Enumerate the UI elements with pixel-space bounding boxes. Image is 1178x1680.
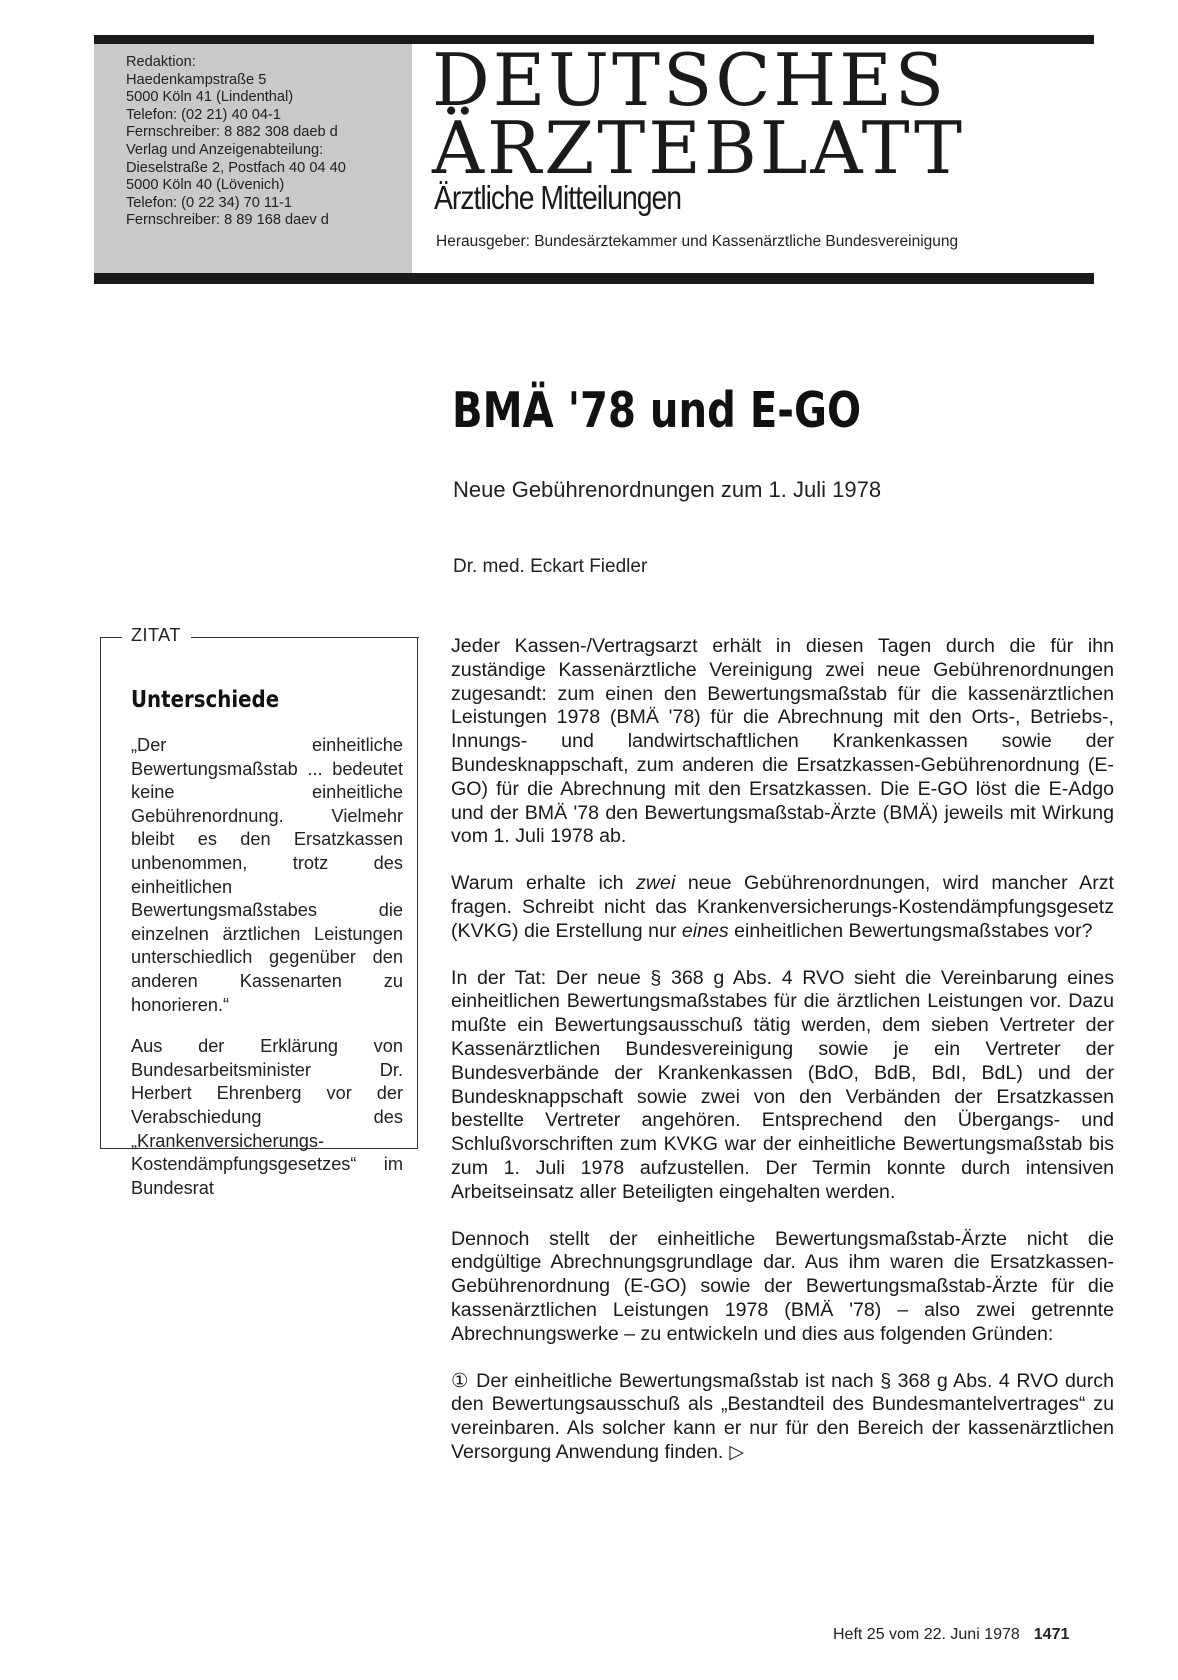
editorial-address-box: [94, 44, 412, 273]
continue-arrow-icon: ▷: [729, 1441, 744, 1463]
emphasis: eines: [681, 919, 729, 942]
quote-sidebar: [100, 625, 418, 1198]
body-text-span: einheitlichen Bewertungsmaßstabes vor?: [728, 919, 1093, 942]
editorial-line: Haedenkampstraße 5: [126, 71, 267, 88]
body-paragraph: In der Tat: Der neue § 368 g Abs. 4 RVO sieht die Vereinbarung eines einheitlichen Bewertungsmaßstabes für die ärztlichen Leistungen vor. Dazu mußte ein Bewertungsausschuß tätig werden, dem sieben Vertreter der Kassenärztlichen Bundesvereinigung sowie je ein Vertreter der Bundesverbände der Krankenkassen (BdO, BdB, BdI, BdL) und der Bundesknappschaft sowie zwei von den Verbänden der Ersatzkassen bestellte Vertreter angehören. Entsprechend den Übergangs- und Schlußvorschriften zum KVKG war der einheitliche Bewertungsmaßstab bis zum 1. Juli 1978 aufzustellen. Der Termin konnte durch intensiven Arbeitseinsatz aller Beteiligten eingehalten werden.: [451, 966, 1114, 1203]
sidebar-source: Aus der Erklärung von Bundesarbeitsminister Dr. Herbert Ehrenberg vor der Verabschiedung des „Krankenversicherungs-Kostendämpfungsgesetzes“ im Bundesrat: [131, 1036, 403, 1198]
editorial-line: Verlag und Anzeigenabteilung:: [126, 141, 324, 158]
body-text-span: neue Gebührenordnungen, wird mancher Arzt fragen. Schreibt nicht das Krankenversicherungs-Kostendämpfungsgesetz (KVKG) die Erstellung nur: [451, 872, 1114, 942]
sidebar-label: ZITAT: [131, 625, 181, 645]
article-body: [451, 635, 1114, 1488]
body-text-span: ① Der einheitliche Bewertungsmaßstab ist nach § 368 g Abs. 4 RVO durch den Bewertungsausschuß als „Bestandteil des Bundesmantelvertrages“ zu vereinbaren. Als solcher kann er nur für den Bereich der kassenärztlichen Versorgung Anwendung finden.: [451, 1369, 1114, 1463]
body-paragraph: [451, 872, 1114, 943]
article-title: BMÄ '78 und E-GO: [452, 382, 862, 439]
sidebar-border-left-segment: [100, 637, 122, 638]
author-byline: Dr. med. Eckart Fiedler: [453, 556, 648, 577]
editorial-line: Fernschreiber: 8 89 168 daev d: [126, 212, 329, 229]
sidebar-quote: „Der einheitliche Bewertungsmaßstab ... bedeutet keine einheitliche Gebührenordnung. Vielmehr bleibt es den Ersatzkassen unbenommen, trotz des einheitlichen Bewertungsmaßstabes die einzelnen ärztlichen Leistungen unterschiedlich gegenüber den anderen Kassenarten zu honorieren.“: [131, 735, 403, 1015]
editorial-line: Telefon: (0 22 34) 70 11-1: [126, 194, 293, 211]
body-paragraph: Dennoch stellt der einheitliche Bewertungsmaßstab-Ärzte nicht die endgültige Abrechnungsgrundlage dar. Aus ihm waren die Ersatzkassen-Gebührenordnung (E-GO) sowie der Bewertungsmaßstab-Ärzte für die kassenärztlichen Leistungen 1978 (BMÄ '78) – also zwei getrennte Abrechnungswerke – zu entwickeln und dies aus folgenden Gründen:: [451, 1227, 1114, 1345]
page-number: 1471: [1033, 1626, 1070, 1643]
masthead-bottom-rule: [94, 273, 1094, 284]
journal-title: [432, 38, 965, 190]
sidebar-border-right-segment: [191, 637, 419, 638]
journal-title-line1: DEUTSCHES: [432, 38, 948, 122]
article-subtitle: Neue Gebührenordnungen zum 1. Juli 1978: [453, 477, 882, 502]
body-paragraph: [451, 1370, 1114, 1465]
sidebar-text: [131, 734, 403, 1218]
sidebar-heading: Unterschiede: [131, 687, 280, 713]
editorial-line: 5000 Köln 40 (Lövenich): [126, 177, 285, 194]
editorial-line: Redaktion:: [126, 54, 196, 70]
journal-title-line2: ÄRZTEBLATT: [432, 106, 965, 190]
body-paragraph: Jeder Kassen-/Vertragsarzt erhält in diesen Tagen durch die für ihn zuständige Kassenärztliche Vereinigung zwei neue Gebührenordnungen zugesandt: zum einen den Bewertungsmaßstab für die kassenärztlichen Leistungen 1978 (BMÄ '78) für die Abrechnung mit den Orts-, Betriebs-, Innungs- und landwirtschaftlichen Krankenkassen sowie der Bundesknappschaft, zum anderen die Ersatzkassen-Gebührenordnung (E-GO) für die Abrechnung mit den Ersatzkassen. Die E-GO löst die E-Adgo und der BMÄ '78 den Bewertungsmaßstab-Ärzte (BMÄ) jeweils mit Wirkung vom 1. Juli 1978 ab.: [451, 635, 1114, 848]
editorial-line: Dieselstraße 2, Postfach 40 04 40: [126, 159, 346, 176]
body-text-span: Warum erhalte ich: [451, 872, 637, 895]
editorial-line: Telefon: (02 21) 40 04-1: [126, 106, 281, 123]
editorial-line: 5000 Köln 41 (Lindenthal): [126, 89, 294, 106]
publisher-line: Herausgeber: Bundesärztekammer und Kassenärztliche Bundesvereinigung: [436, 233, 959, 250]
journal-subtitle: Ärztliche Mitteilungen: [434, 179, 682, 216]
editorial-line: Fernschreiber: 8 882 308 daeb d: [126, 124, 338, 141]
emphasis: zwei: [636, 872, 676, 895]
issue-info: Heft 25 vom 22. Juni 1978: [833, 1626, 1020, 1643]
page-footer: [833, 1626, 1069, 1644]
